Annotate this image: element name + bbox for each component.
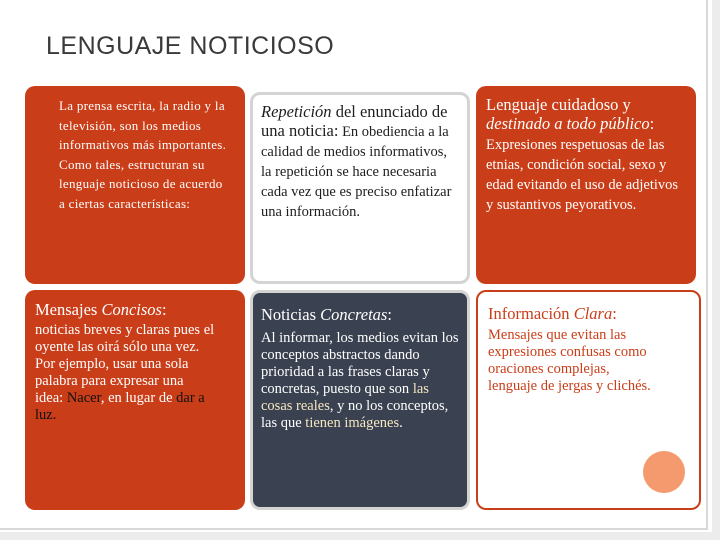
clara-body: Mensajes que evitan las expresiones confusas como oraciones complejas, lenguaje de jergas y clichés. <box>488 327 651 394</box>
concisos-body <box>35 322 237 424</box>
concretas-mid: , y no los conceptos, las que <box>261 398 449 431</box>
concretas-body-text: Al informar, los medios evitan los conceptos abstractos dando prioridad a las frases claras y concretas, puesto que son <box>261 330 459 397</box>
concisos-heading <box>35 300 237 319</box>
card-concisos <box>25 290 245 510</box>
cuidadoso-colon: : <box>649 114 655 133</box>
cuidadoso-term: destinado a todo público <box>486 114 650 133</box>
concisos-example-1: Nacer <box>66 390 101 406</box>
concisos-body-text: noticias breves y claras pues el oyente las oirá sólo una vez. Por ejemplo, usar una sola palabra para expresar una idea: <box>35 322 215 406</box>
clara-head: Información <box>488 304 574 323</box>
repeticion-heading <box>261 102 459 221</box>
concretas-end: . <box>399 415 403 431</box>
cuidadoso-heading <box>486 95 688 214</box>
concisos-head: Mensajes <box>35 300 102 319</box>
card-cuidadoso <box>476 86 696 284</box>
concretas-head: Noticias <box>261 305 321 324</box>
intro-text: La prensa escrita, la radio y la televisión, son los medios informativos más importantes. Como tales, estructuran su lenguaje noticioso de acuerdo a ciertas características: <box>59 98 227 211</box>
decorative-circle <box>643 451 685 493</box>
repeticion-term: Repetición <box>261 102 332 121</box>
concretas-body <box>261 330 459 432</box>
clara-heading <box>488 304 691 323</box>
cuidadoso-body: Expresiones respetuosas de las etnias, condición social, sexo y edad evitando el uso de adjetivos y sustantivos peyorativos. <box>486 137 679 213</box>
concretas-term: Concretas <box>320 305 388 324</box>
concisos-mid: , en lugar de <box>100 390 177 406</box>
repeticion-head-rest: del enunciado de una noticia: <box>261 102 448 140</box>
clara-colon: : <box>612 304 617 323</box>
cuidadoso-head: Lenguaje cuidadoso y <box>486 95 631 114</box>
card-concretas <box>250 290 470 510</box>
concretas-example-1: las cosas reales <box>261 381 429 414</box>
slide-title: LENGUAJE NOTICIOSO <box>46 32 335 60</box>
clara-term: Clara <box>573 304 613 323</box>
card-intro <box>25 86 245 284</box>
concretas-example-2: tienen imágenes <box>305 415 400 431</box>
concisos-term: Concisos <box>101 300 162 319</box>
concretas-heading <box>261 305 459 324</box>
concretas-colon: : <box>387 305 392 324</box>
concisos-example-2: dar a luz. <box>35 390 205 423</box>
repeticion-body: En obediencia a la calidad de medios informativos, la repetición se hace necesaria cada vez que es preciso enfatizar una información. <box>261 124 452 220</box>
concisos-colon: : <box>161 300 167 319</box>
card-repeticion <box>250 92 470 284</box>
